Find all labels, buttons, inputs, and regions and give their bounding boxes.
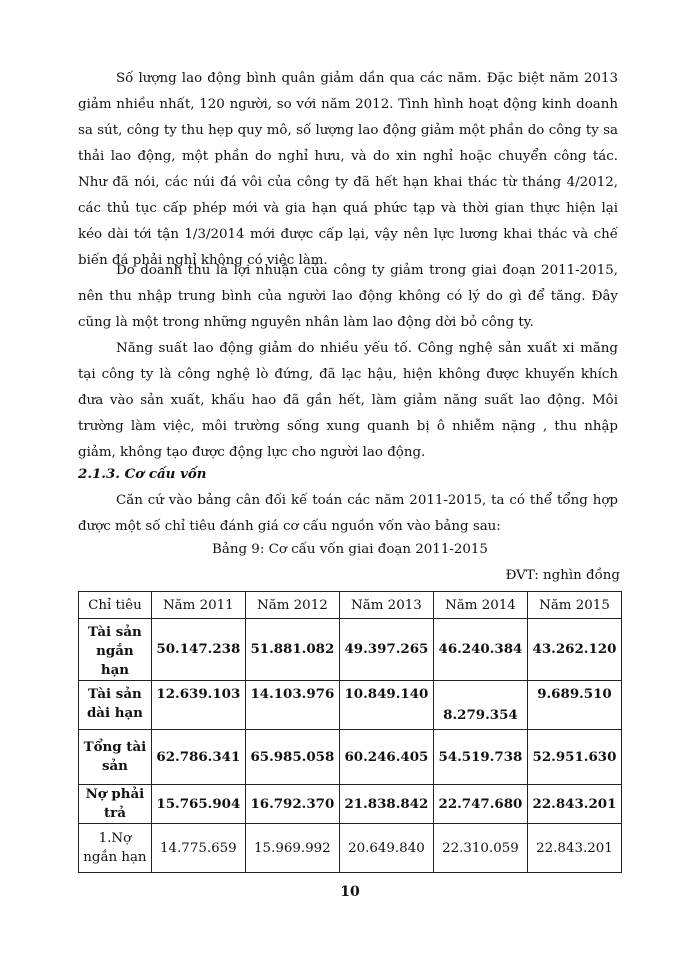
table-cell: 20.649.840 bbox=[339, 824, 433, 873]
table-caption: Bảng 9: Cơ cấu vốn giai đoạn 2011-2015 bbox=[212, 542, 488, 557]
row-label: 1.Nợ ngắn hạn bbox=[79, 824, 152, 873]
header-cell: Năm 2014 bbox=[433, 592, 527, 619]
capital-structure-table bbox=[78, 591, 622, 873]
row-label: Tài sản ngắn hạn bbox=[79, 619, 152, 681]
table-cell: 50.147.238 bbox=[151, 619, 245, 681]
table-row bbox=[79, 785, 622, 824]
header-cell: Năm 2012 bbox=[245, 592, 339, 619]
table-header-row bbox=[79, 592, 622, 619]
paragraph-income: Do doanh thu là lợi nhuận của công ty giảm trong giai đoạn 2011-2015, nên thu nhập trung bình của người lao động không có lý do gì để tăng. Đây cũng là một trong những nguyên nhân làm lao động dời bỏ công ty. bbox=[78, 263, 618, 330]
section-heading: 2.1.3. Cơ cấu vốn bbox=[78, 466, 207, 482]
table-cell: 22.310.059 bbox=[433, 824, 527, 873]
table-cell: 12.639.103 bbox=[151, 681, 245, 730]
table-cell: 21.838.842 bbox=[339, 785, 433, 824]
header-cell: Năm 2013 bbox=[339, 592, 433, 619]
table-row bbox=[79, 681, 622, 730]
table-cell: 10.849.140 bbox=[339, 681, 433, 730]
header-cell: Năm 2011 bbox=[151, 592, 245, 619]
header-cell: Năm 2015 bbox=[527, 592, 621, 619]
row-label: Tài sản dài hạn bbox=[79, 681, 152, 730]
row-label: Tổng tài sản bbox=[79, 730, 152, 785]
paragraph-intro: Căn cứ vào bảng cân đối kế toán các năm 2011-2015, ta có thể tổng hợp được một số chỉ tiêu đánh giá cơ cấu nguồn vốn vào bảng sau: bbox=[78, 493, 618, 534]
table-cell: 51.881.082 bbox=[245, 619, 339, 681]
row-label: Nợ phải trả bbox=[79, 785, 152, 824]
table-row bbox=[79, 824, 622, 873]
table-row bbox=[79, 730, 622, 785]
table-row bbox=[79, 619, 622, 681]
unit-note: ĐVT: nghìn đồng bbox=[505, 568, 620, 583]
table-cell: 9.689.510 bbox=[527, 681, 621, 730]
table-cell: 60.246.405 bbox=[339, 730, 433, 785]
table-cell: 14.775.659 bbox=[151, 824, 245, 873]
table-cell: 62.786.341 bbox=[151, 730, 245, 785]
paragraph-productivity: Năng suất lao động giảm do nhiều yếu tố. Công nghệ sản xuất xi măng tại công ty là công nghệ lò đứng, đã lạc hậu, hiện không được khuyến khích đưa vào sản xuất, khấu hao đã gần hết, làm giảm năng suất lao động. Môi trường làm việc, môi trường sống xung quanh bị ô nhiễm nặng , thu nhập giảm, không tạo được động lực cho người lao động. bbox=[78, 341, 618, 460]
table-cell: 46.240.384 bbox=[433, 619, 527, 681]
header-cell: Chỉ tiêu bbox=[79, 592, 152, 619]
table-cell: 22.843.201 bbox=[527, 824, 621, 873]
table-cell: 49.397.265 bbox=[339, 619, 433, 681]
table-cell: 8.279.354 bbox=[433, 681, 527, 730]
table-cell: 52.951.630 bbox=[527, 730, 621, 785]
table-cell: 14.103.976 bbox=[245, 681, 339, 730]
table-cell: 22.747.680 bbox=[433, 785, 527, 824]
table-cell: 65.985.058 bbox=[245, 730, 339, 785]
table-cell: 22.843.201 bbox=[527, 785, 621, 824]
table-cell: 43.262.120 bbox=[527, 619, 621, 681]
table-cell: 54.519.738 bbox=[433, 730, 527, 785]
table-cell: 15.765.904 bbox=[151, 785, 245, 824]
table-cell: 15.969.992 bbox=[245, 824, 339, 873]
table-cell: 16.792.370 bbox=[245, 785, 339, 824]
page-number: 10 bbox=[340, 884, 360, 900]
paragraph-labor-count: Số lượng lao động bình quân giảm dần qua các năm. Đặc biệt năm 2013 giảm nhiều nhất, 120 người, so với năm 2012. Tình hình hoạt động kinh doanh sa sút, công ty thu hẹp quy mô, số lượng lao động giảm một phần do công ty sa thải lao động, một phần do nghỉ hưu, và do xin nghỉ hoặc chuyển công tác. Như đã nói, các núi đá vôi của công ty đã hết hạn khai thác từ tháng 4/2012, các thủ tục cấp phép mới và gia hạn quá phức tạp và thời gian thực hiện lại kéo dài tới tận 1/3/2014 mới được cấp lại, vậy nên lực lương khai thác và chế biến đá phải nghỉ không có việc làm. bbox=[78, 71, 618, 268]
